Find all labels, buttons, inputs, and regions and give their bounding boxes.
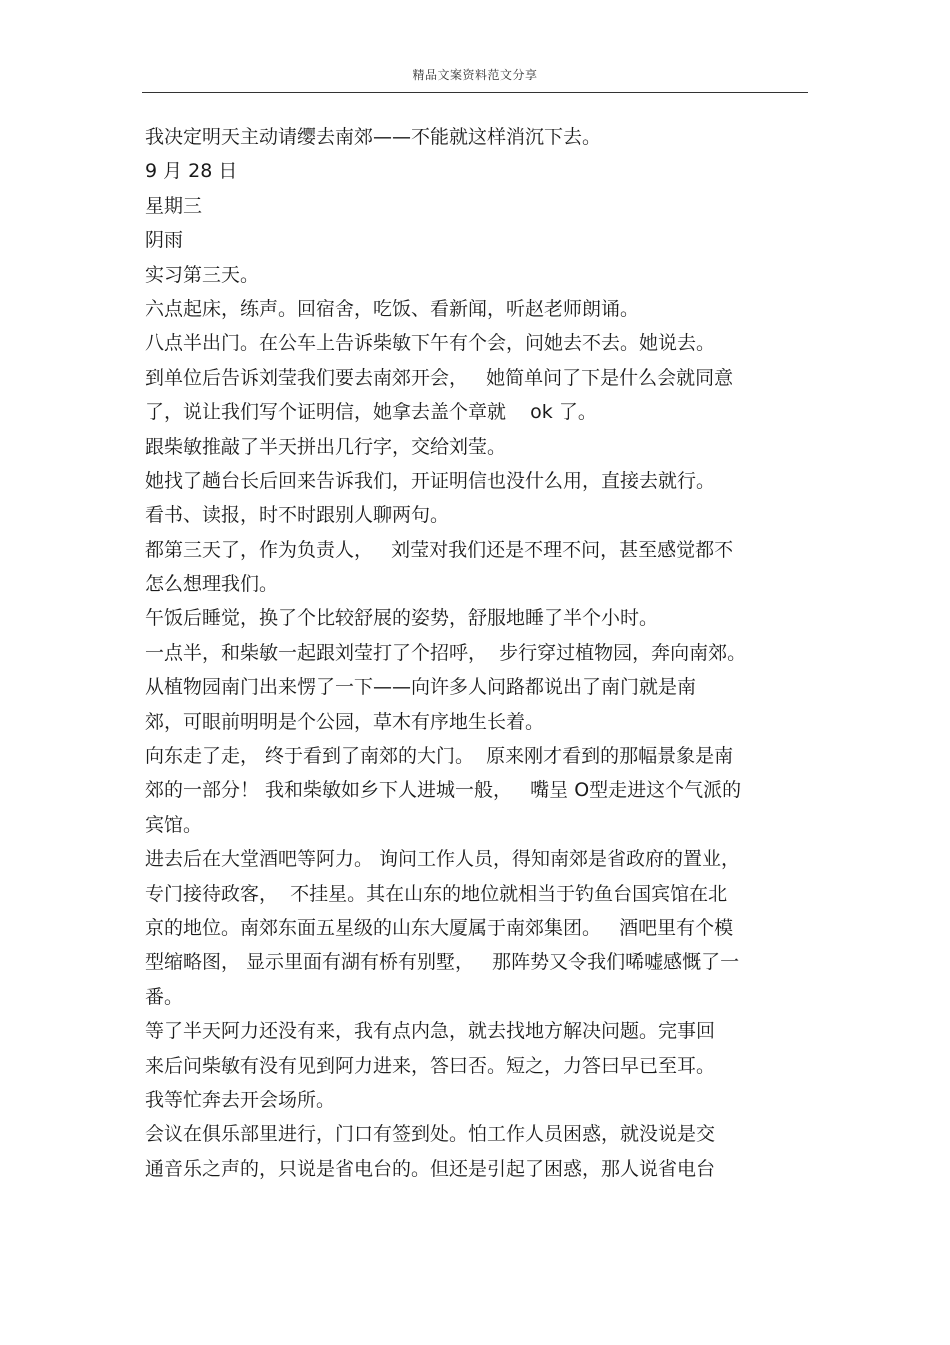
text-line: 进去后在大堂酒吧等阿力。 询问工作人员，得知南郊是省政府的置业， — [145, 848, 741, 871]
text-line: 通音乐之声的，只说是省电台的。但还是引起了困惑，那人说省电台 — [145, 1157, 716, 1180]
text-line: 怎么想理我们。 — [145, 573, 279, 596]
text-line: 看书、读报，时不时跟别人聊两句。 — [145, 504, 450, 527]
text-line: 我决定明天主动请缨去南郊——不能就这样消沉下去。 — [145, 126, 602, 148]
text-line: 她找了趟台长后回来告诉我们，开证明信也没什么用，直接去就行。 — [145, 469, 716, 492]
text-line: 型缩略图， 显示里面有湖有桥有别墅， 那阵势又令我们唏嘘感慨了一 — [145, 951, 740, 974]
text-line: 阴雨 — [145, 229, 184, 252]
text-line: 郊的一部分！ 我和柴敏如乡下人进城一般， 嘴呈 O型走进这个气派的 — [145, 779, 742, 802]
document-body — [145, 120, 805, 1186]
text-line: 等了半天阿力还没有来，我有点内急，就去找地方解决问题。完事回 — [145, 1020, 716, 1043]
text-line: 了，说让我们写个证明信，她拿去盖个章就 ok 了。 — [145, 401, 597, 424]
text-line: 实习第三天。 — [145, 263, 260, 286]
text-line: 星期三 — [145, 194, 203, 217]
text-line: 番。 — [145, 985, 184, 1008]
text-line: 9 月 28 日 — [145, 160, 238, 183]
text-line: 一点半，和柴敏一起跟刘莹打了个招呼， 步行穿过植物园，奔向南郊。 — [145, 641, 747, 664]
text-line: 会议在俱乐部里进行，门口有签到处。怕工作人员困惑，就没说是交 — [145, 1123, 716, 1146]
text-line: 京的地位。南郊东面五星级的山东大厦属于南郊集团。 酒吧里有个模 — [145, 916, 734, 939]
text-line: 都第三天了，作为负责人， 刘莹对我们还是不理不问，甚至感觉都不 — [145, 538, 734, 561]
page-header: 精品文案资料范文分享 — [412, 68, 538, 82]
text-line: 午饭后睡觉，换了个比较舒展的姿势，舒服地睡了半个小时。 — [145, 607, 659, 630]
text-line: 向东走了走， 终于看到了南郊的大门。 原来刚才看到的那幅景象是南 — [145, 745, 734, 768]
text-line: 跟柴敏推敲了半天拼出几行字，交给刘莹。 — [145, 435, 507, 458]
text-line: 我等忙奔去开会场所。 — [145, 1088, 336, 1111]
text-line: 郊，可眼前明明是个公园，草木有序地生长着。 — [145, 710, 545, 733]
text-line: 来后问柴敏有没有见到阿力进来，答曰否。短之，力答曰早已至耳。 — [145, 1054, 716, 1077]
text-line: 专门接待政客， 不挂星。其在山东的地位就相当于钓鱼台国宾馆在北 — [145, 882, 728, 905]
text-line: 六点起床，练声。回宿舍，吃饭、看新闻，听赵老师朗诵。 — [145, 297, 640, 320]
text-line: 到单位后告诉刘莹我们要去南郊开会， 她简单问了下是什么会就同意 — [145, 366, 734, 389]
header-divider — [142, 92, 808, 93]
text-line: 宾馆。 — [145, 813, 203, 836]
text-line: 八点半出门。在公车上告诉柴敏下午有个会，问她去不去。她说去。 — [145, 332, 716, 355]
text-line: 从植物园南门出来愣了一下——向许多人问路都说出了南门就是南 — [145, 676, 697, 699]
